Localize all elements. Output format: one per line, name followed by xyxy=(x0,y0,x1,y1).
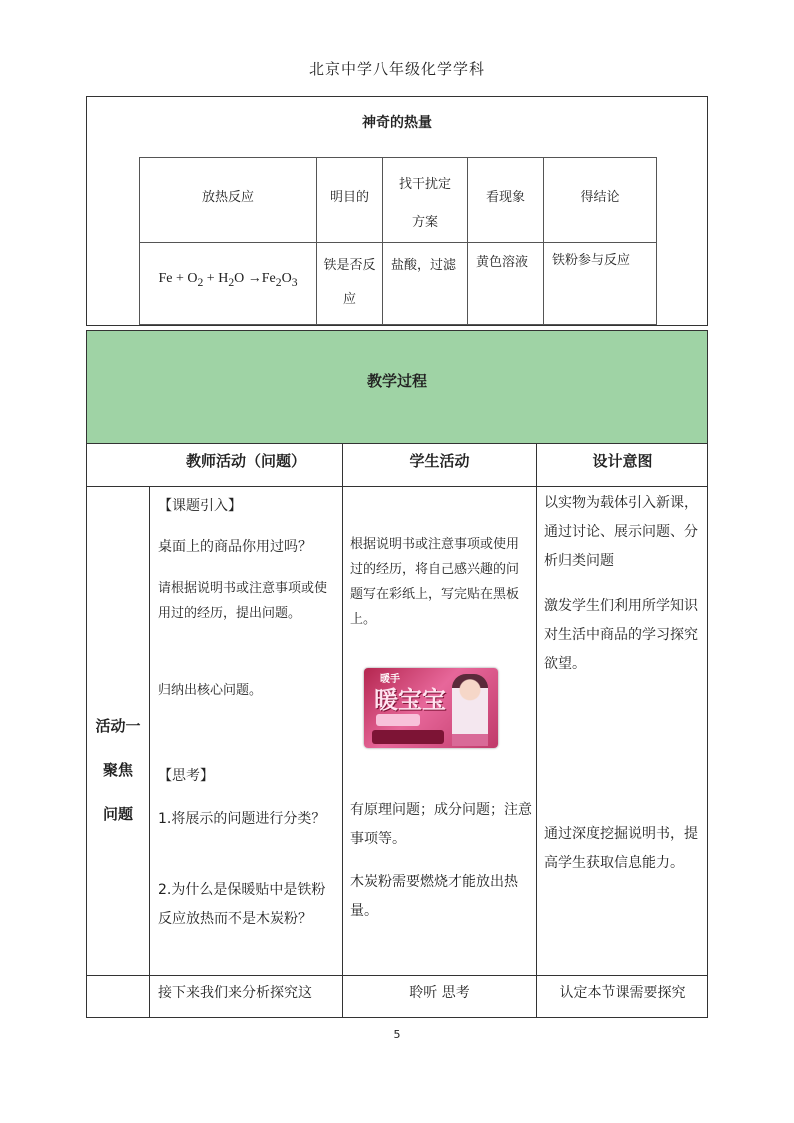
student-s2: 有原理问题；成分问题；注意事项等。 xyxy=(350,802,532,847)
row-conclusion: 铁粉参与反应 xyxy=(552,253,631,268)
student-next: 聆听 思考 xyxy=(409,985,470,1001)
divider xyxy=(149,486,150,1018)
product-label-strip xyxy=(376,714,420,726)
col-head-plan: 找干扰定方案 xyxy=(398,177,451,230)
teacher-q3: 归纳出核心问题。 xyxy=(158,683,263,698)
product-image xyxy=(364,668,498,748)
teacher-next: 接下来我们来分析探究这 xyxy=(158,985,312,1001)
header-teacher: 教师活动（问题） xyxy=(185,452,306,470)
student-s3: 木炭粉需要燃烧才能放出热量。 xyxy=(350,874,518,919)
reaction-equation: $Fe + O_2 + H_2O \to Fe_2O_3$ xyxy=(158,271,298,289)
teacher-think-tag: 【思考】 xyxy=(158,768,214,784)
intent-i3: 通过深度挖掘说明书，提高学生获取信息能力。 xyxy=(544,826,698,871)
row-plan: 盐酸，过滤 xyxy=(391,258,457,273)
process-title: 教学过程 xyxy=(366,372,427,390)
header-intent: 设计意图 xyxy=(592,452,653,470)
reaction-table-title: 神奇的热量 xyxy=(362,115,432,131)
product-brand: 暖宝宝 xyxy=(374,686,446,714)
page-number: 5 xyxy=(393,1028,401,1041)
col-head-phenomenon: 看现象 xyxy=(485,190,525,205)
row-purpose: 铁是否反应 xyxy=(323,258,376,307)
intent-next: 认定本节课需要探究 xyxy=(559,985,686,1001)
activity-label: 活动一 聚焦 问题 xyxy=(95,717,141,823)
product-band xyxy=(372,730,444,744)
col-head-conclusion: 得结论 xyxy=(580,190,620,205)
divider xyxy=(86,443,708,444)
col-head-purpose: 明目的 xyxy=(329,190,369,205)
teacher-q2: 请根据说明书或注意事项或使用过的经历，提出问题。 xyxy=(158,581,328,621)
teacher-t2: 2.为什么是保暖贴中是铁粉反应放热而不是木炭粉？ xyxy=(158,882,326,927)
divider xyxy=(342,443,343,1018)
header-student: 学生活动 xyxy=(409,452,470,470)
row-phenomenon: 黄色溶液 xyxy=(476,255,529,270)
intent-i2: 激发学生们利用所学知识对生活中商品的学习探究欲望。 xyxy=(544,598,698,672)
intent-i1: 以实物为载体引入新课，通过讨论、展示问题、分析归类问题 xyxy=(544,495,698,569)
reaction-table xyxy=(139,157,657,325)
divider xyxy=(86,975,708,976)
student-s1: 根据说明书或注意事项或使用过的经历，将自己感兴趣的问题写在彩纸上，写完贴在黑板上。 xyxy=(350,537,520,627)
teacher-intro-tag: 【课题引入】 xyxy=(158,498,242,514)
col-head-reaction: 放热反应 xyxy=(201,190,254,205)
page-header: 北京中学八年级化学学科 xyxy=(308,60,485,78)
product-tag: 暖手 xyxy=(380,674,400,685)
divider xyxy=(536,443,537,1018)
teacher-q1: 桌面上的商品你用过吗？ xyxy=(158,539,312,555)
product-figure xyxy=(452,674,488,746)
divider xyxy=(86,486,708,487)
teacher-t1: 1.将展示的问题进行分类？ xyxy=(158,811,326,827)
